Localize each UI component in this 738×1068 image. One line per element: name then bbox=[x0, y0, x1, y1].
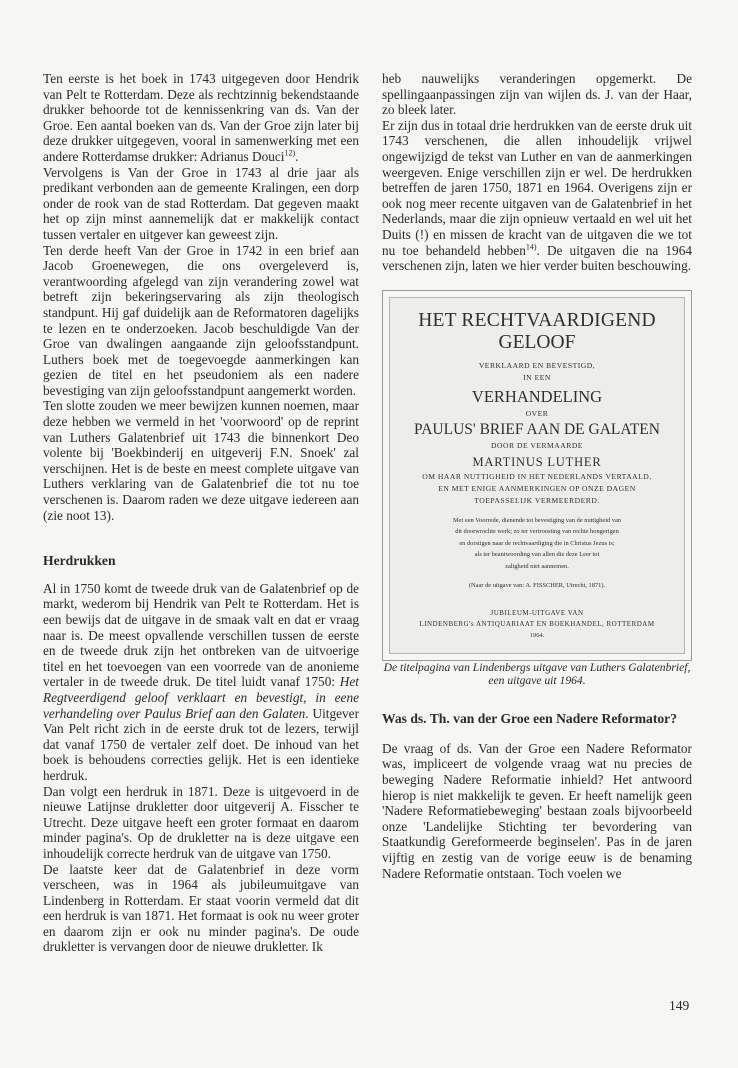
section-heading-herdrukken: Herdrukken bbox=[43, 553, 116, 569]
figure-caption: De titelpagina van Lindenbergs uitgave van Luthers Galatenbrief, een uitgave uit 1964. bbox=[383, 661, 691, 688]
paragraph-text: . De uitgaven die na 1964 verschenen zijn, laten we hier verder buiten beschouwing. bbox=[382, 242, 692, 274]
paragraph-reprint: Ten slotte zouden we meer bewijzen kunnen noemen, maar deze hebben we vermeld in het 'voorwoord' op de reprint van Luthers Galatenbrief uit 1743 die binnenkort Deo volente bij 'Boekbinderij en uitgeverij F.N. Snoek' zal verschijnen. Het is de beste en meest complete uitgave van Luthers verklaring van de Galatenbrief die tot nu toe verschenen is. Daarom raden we deze uitgave iedereen aan (zie noot 13). bbox=[43, 398, 359, 523]
figure-publisher: LINDENBERG's ANTIQUARIAAT EN BOEKHANDEL, ROTTERDAM bbox=[419, 619, 655, 628]
paragraph-1750 bbox=[43, 581, 359, 784]
figure-title-line: VERHANDELING bbox=[471, 386, 603, 406]
figure-source-note: (Naar de uitgave van: A. FISSCHER, Utrecht, 1871). bbox=[468, 582, 606, 590]
paragraph-text: Er zijn dus in totaal drie herdrukken van de eerste druk uit 1743 verschenen, die allen inhoudelijk vrijwel ongewijzigd de tekst van Luther en van de aanmerkingen weergeven. Enige verschillen zijn er wel. De herdrukken betreffen de jaren 1750, 1871 en 1964. Overigens zijn er ook nog meer recente uitgaven van de Galatenbrief in het Nederlands, maar die zijn opnieuw vertaald en wel uit het Duits (!) en missen de kracht van de uitgaven die we tot nu toe behandeld hebben bbox=[382, 117, 692, 258]
figure-preface-line: Met een Voorrede, dienende tot bevestiging van de nuttigheid van bbox=[452, 516, 621, 524]
right-column bbox=[382, 71, 692, 881]
figure-subtitle: IN EEN bbox=[523, 372, 551, 382]
footnote-ref: 12) bbox=[284, 148, 296, 158]
paragraph-1871: Dan volgt een herdruk in 1871. Deze is uitgevoerd in de nieuwe Latijnse drukletter door uitgeverij A. Fisscher te Utrecht. Deze uitgave heeft een groter formaat en daarom minder pagina's. Op de drukletter na is deze uitgave een inhoudelijk correcte herdruk van de uitgave van 1750. bbox=[43, 783, 359, 861]
paragraph-text: Ten eerste is het boek in 1743 uitgegeven door Hendrik van Pelt te Rotterdam. Deze als rechtzinnig bekendstaande drukker behoorde tot de kennissenkring van ds. Van der Groe. Een aantal boeken van ds. Van der Groe zijn later bij deze drukker uitgegeven, vooral in samenwerking met een andere Rotterdamse drukker: Adrianus Douci bbox=[43, 71, 359, 164]
figure-author: MARTINUS LUTHER bbox=[472, 454, 602, 469]
title-page-figure bbox=[382, 290, 692, 662]
footnote-ref: 14) bbox=[525, 242, 537, 252]
book-title-1750: Het Regtveerdigend geloof verklaart en bevestigt, in eene verhandeling over Paulus Brief aan den Galaten bbox=[43, 674, 359, 721]
paragraph-nadere-reformatie: De vraag of ds. Van der Groe een Nadere Reformator was, impliceert de volgende vraag wat nu precies de beweging Nadere Reformatie inhield? Het antwoord hierop is niet makkelijk te geven. Er heeft namelijk geen 'Nadere Reformatiebeweging' bestaan zoals bijvoorbeeld onze 'Landelijke Stichting ter bevordering van Staatkundig Gereformeerde beginselen'. Pas in de jaren vijftig en zestig van de vorige eeuw is de benaming Nadere Reformatie ontstaan. Toch voelen we bbox=[382, 740, 692, 881]
section-heading-nadere-reformator: Was ds. Th. van der Groe een Nadere Reformator? bbox=[382, 711, 678, 727]
paragraph-1964: De laatste keer dat de Galatenbrief in deze vorm verscheen, was in 1964 als jubileumuitgave van Lindenberg in Rotterdam. Er staat voorin vermeld dat dit een herdruk is van 1871. Het formaat is ook nu weer groter en daarom zijn er ook nu minder pagina's. De oude drukletter is vervangen door de nieuwe drukletter. Ik bbox=[43, 861, 359, 955]
figure-preface-line: dit doorwrochte werk; zo ter vertroosting van rechte hongerigen bbox=[455, 528, 619, 536]
figure-title-line: HET RECHTVAARDIGEND bbox=[418, 309, 656, 331]
page-number: 149 bbox=[669, 998, 690, 1013]
figure-subtitle: OM HAAR NUTTIGHEID IN HET NEDERLANDS VERTAALD, bbox=[422, 471, 652, 481]
figure-preface-line: en dorstigen naar de rechtvaardiging die in Christus Jezus is; bbox=[459, 539, 615, 547]
figure-title-line: GELOOF bbox=[498, 331, 576, 353]
figure-subtitle: EN MET ENIGE AANMERKINGEN OP ONZE DAGEN bbox=[438, 483, 636, 493]
paragraph-text: Al in 1750 komt de tweede druk van de Galatenbrief op de markt, wederom bij Hendrik van Pelt te Rotterdam. Het is een bewijs dat de uitgave in de smaak valt en dat er vraag naar is. De meest opvallende verschillen tussen de eerste en de tweede druk zijn het ontbreken van de uitvoerige titel en het toevoegen van een voorrede van de anonieme vertaler in de tweede druk. De titel luidt vanaf 1750: bbox=[43, 580, 359, 690]
paragraph-kralingen: Vervolgens is Van der Groe in 1743 al drie jaar als predikant verbonden aan de gemeente Kralingen, een dorp onder de rook van de stad Rotterdam. Dat gegeven maakt het op zijn minst aannemelijk dat er makkelijk contact tussen vertaler en uitgever kan geweest zijn. bbox=[43, 164, 359, 242]
figure-subtitle: OVER bbox=[525, 408, 549, 418]
paragraph-spelling: heb nauwelijks veranderingen opgemerkt. De spellingaanpassingen zijn van wijlen ds. J. van der Haar, zo bleek later. bbox=[382, 71, 692, 118]
paragraph-three-reprints bbox=[382, 118, 692, 274]
paragraph-groenewegen: Ten derde heeft Van der Groe in 1742 in een brief aan Jacob Groenewegen, die ons overgeleverd is, verantwoording afgelegd van zijn verandering zowel wat betreft zijn bekeringservaring als zijn theologisch standpunt. Hij gaf duidelijk aan de Reformatoren dagelijks te lezen en te onderzoeken. Jacob beschuldigde Van der Groe van dwalingen aangaande zijn geloofsstandpunt. Luthers boek met de toegevoegde aanmerkingen kan gezien de titel en het pseudoniem als een nadere bevestiging van zijn geloofsstandpunt aangemerkt worden. bbox=[43, 242, 359, 398]
paragraph-text: . Uitgever Van Pelt richt zich in de eerste druk tot de lezers, terwijl dat vanaf 1750 de vertaler zelf doet. De inhoud van het boek is behoudens correcties gelijk. Het is een identieke herdruk. bbox=[43, 705, 359, 783]
figure-preface-line: zaligheid niet aannemen. bbox=[505, 562, 569, 570]
figure-subtitle: TOEPASSELIJK VERMEERDERD. bbox=[474, 495, 600, 505]
figure-year: 1964. bbox=[529, 631, 545, 639]
figure-publisher: JUBILEUM-UITGAVE VAN bbox=[490, 608, 584, 617]
figure-preface-line: als ter beantwoording van allen die deze Leer tot bbox=[474, 551, 600, 559]
figure-subtitle: VERKLAARD EN BEVESTIGD, bbox=[478, 360, 596, 370]
figure-subtitle: DOOR DE VERMAARDE bbox=[491, 440, 583, 450]
paragraph-first-publisher: Ten eerste is het boek in 1743 uitgegeven door Hendrik van Pelt te Rotterdam. Deze als rechtzinnig bekendstaande drukker behoorde tot de kennissenkring van ds. Van der Groe. Een aantal boeken van ds. Van der Groe zijn later bij deze drukker uitgegeven, vooral in samenwerking met een andere Rotterdamse drukker: Adrianus Douci$^{12)}$. bbox=[43, 71, 359, 164]
figure-title-line: PAULUS' BRIEF AAN DE GALATEN bbox=[414, 420, 660, 438]
title-page-image bbox=[389, 297, 685, 655]
left-column bbox=[43, 71, 359, 955]
